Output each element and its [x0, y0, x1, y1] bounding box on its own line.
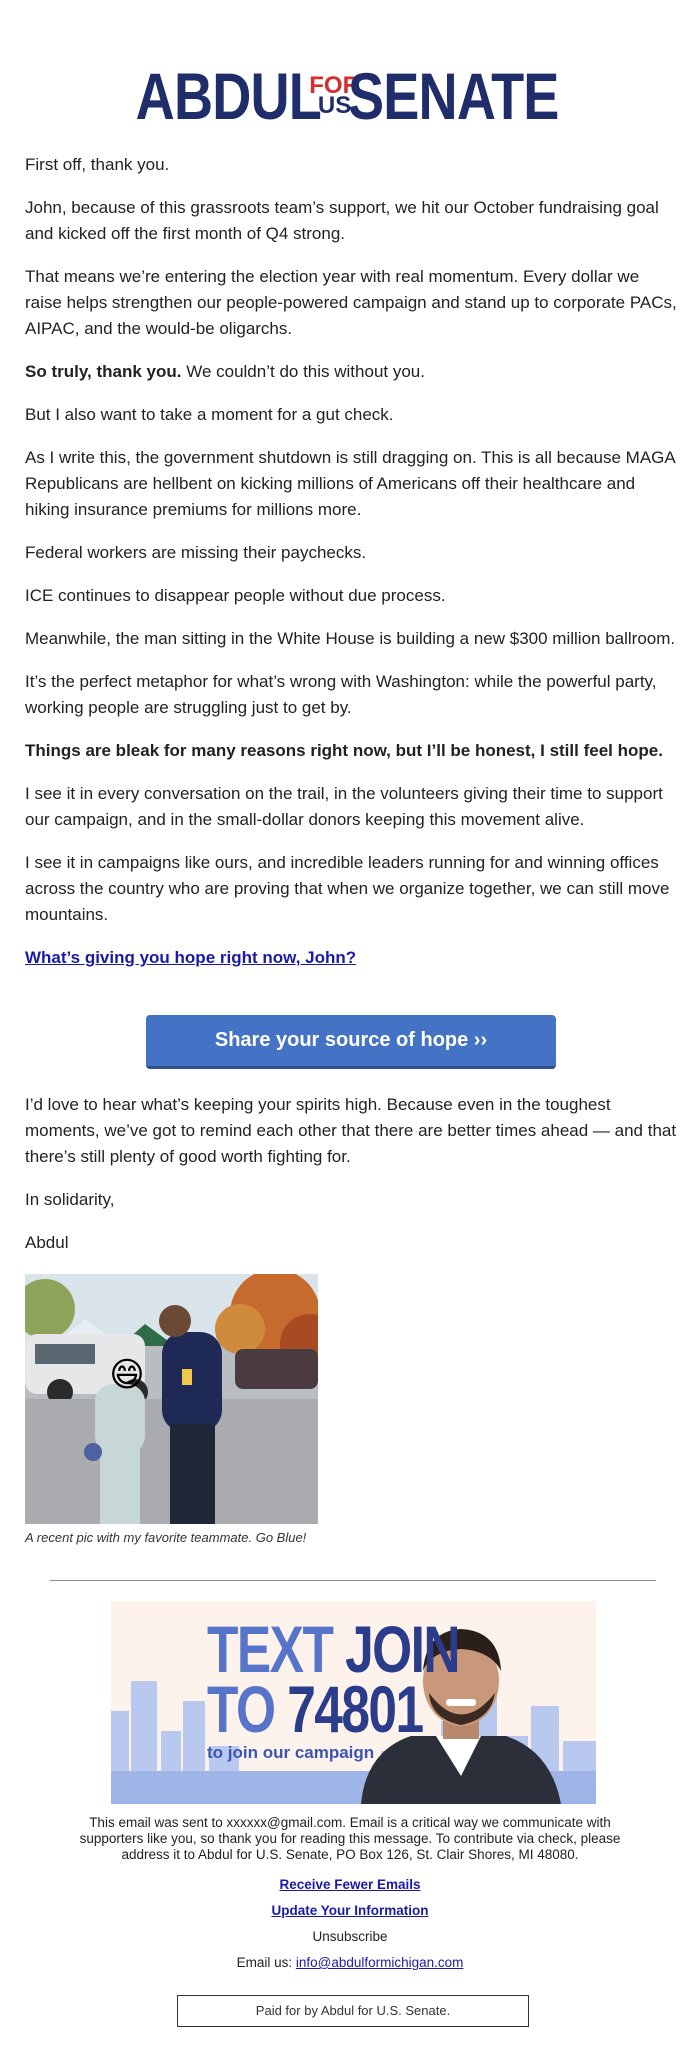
section-divider [50, 1580, 656, 1581]
email-label: Email us: [236, 1955, 296, 1970]
contact-email-link[interactable]: info@abdulformichigan.com [295, 1955, 464, 1970]
campaign-photo [25, 1274, 318, 1524]
contact-email-line [60, 1955, 640, 1970]
hope-question-link[interactable]: What’s giving you hope right now, John? [25, 948, 357, 967]
banner-to-word: TO [207, 1672, 275, 1746]
emoji-face: 😄 [109, 1356, 145, 1394]
logo-for: FOR [309, 72, 360, 99]
unsubscribe-link[interactable]: Unsubscribe [312, 1929, 388, 1944]
paragraph-truly-thanks [25, 359, 680, 385]
banner-subtext: to join our campaign [207, 1743, 375, 1762]
paragraph-shutdown: As I write this, the government shutdown is still dragging on. This is all because MAGA Republicans are hellbent on kicking millions of Americans off their healthcare and hiking insurance premiums for millions more. [25, 448, 675, 519]
share-hope-button[interactable]: Share your source of hope ›› [146, 1015, 556, 1069]
bold-truly-thanks: So truly, thank you. [25, 362, 182, 381]
logo-abdul: ABDUL [135, 59, 322, 133]
receive-fewer-emails-link[interactable]: Receive Fewer Emails [279, 1877, 421, 1892]
cta-wrapper [146, 1015, 556, 1069]
paragraph-momentum: That means we’re entering the election year with real momentum. Every dollar we raise helps strengthen our people-powered campaign and stand up to corporate PACs, AIPAC, and the would-be oligarchs. [25, 267, 677, 338]
banner-join-word: JOIN [345, 1612, 460, 1686]
closing-line: In solidarity, [25, 1190, 115, 1209]
paragraph-trail: I see it in every conversation on the trail, in the volunteers giving their time to support our campaign, and in the small-dollar donors keeping this movement alive. [25, 784, 663, 829]
paragraph-thanks: First off, thank you. [25, 155, 170, 174]
banner-number: 74801 [287, 1672, 423, 1746]
banner-row-1 [207, 1612, 460, 1686]
banner-row-2 [207, 1672, 459, 1746]
truly-thanks-rest: We couldn’t do this without you. [181, 362, 425, 381]
paragraph-metaphor: It’s the perfect metaphor for what’s wrong with Washington: while the powerful party, working people are struggling just to get by. [25, 672, 657, 717]
banner-text-block [207, 1612, 530, 1763]
paragraph-ballroom: Meanwhile, the man sitting in the White House is building a new $300 million ballroom. [25, 629, 676, 648]
logo-senate: SENATE [347, 59, 559, 133]
email-footer [60, 1815, 640, 1970]
text-join-banner[interactable] [111, 1601, 596, 1804]
logo-us: US [317, 92, 352, 119]
banner-text-word: TEXT [207, 1612, 333, 1686]
email-body-closing [25, 1092, 680, 1273]
photo-caption: A recent pic with my favorite teammate. Go Blue! [25, 1530, 307, 1545]
paragraph-gut-check: But I also want to take a moment for a gut check. [25, 405, 394, 424]
paid-for-box: Paid for by Abdul for U.S. Senate. [177, 1995, 529, 2027]
paragraph-campaigns: I see it in campaigns like ours, and incredible leaders running for and winning offices across the country who are proving that when we organize together, we can still move mountains. [25, 853, 670, 924]
update-information-link[interactable]: Update Your Information [271, 1903, 429, 1918]
paragraph-goal: John, because of this grassroots team’s support, we hit our October fundraising goal and kicked off the first month of Q4 strong. [25, 198, 659, 243]
paragraph-federal-workers: Federal workers are missing their paychecks. [25, 543, 367, 562]
signature: Abdul [25, 1233, 69, 1252]
campaign-logo [0, 59, 700, 133]
paragraph-spirits: I’d love to hear what’s keeping your spirits high. Because even in the toughest moments, we’ve got to remind each other that there are better times ahead — and that there’s still plenty of good worth fighting for. [25, 1095, 677, 1166]
paragraph-hope-bold: Things are bleak for many reasons right now, but I’ll be honest, I still feel hope. [25, 741, 663, 760]
photo-illustration [25, 1274, 318, 1524]
footer-legal-text: This email was sent to xxxxxx@gmail.com. Email is a critical way we communicate with supporters like you, so thank you for reading this message. To contribute via check, please address it to Abdul for U.S. Senate, PO Box 126, St. Clair Shores, MI 48080. [79, 1815, 621, 1862]
paragraph-ice: ICE continues to disappear people without due process. [25, 586, 446, 605]
hope-question [25, 945, 680, 971]
email-body [25, 152, 680, 988]
